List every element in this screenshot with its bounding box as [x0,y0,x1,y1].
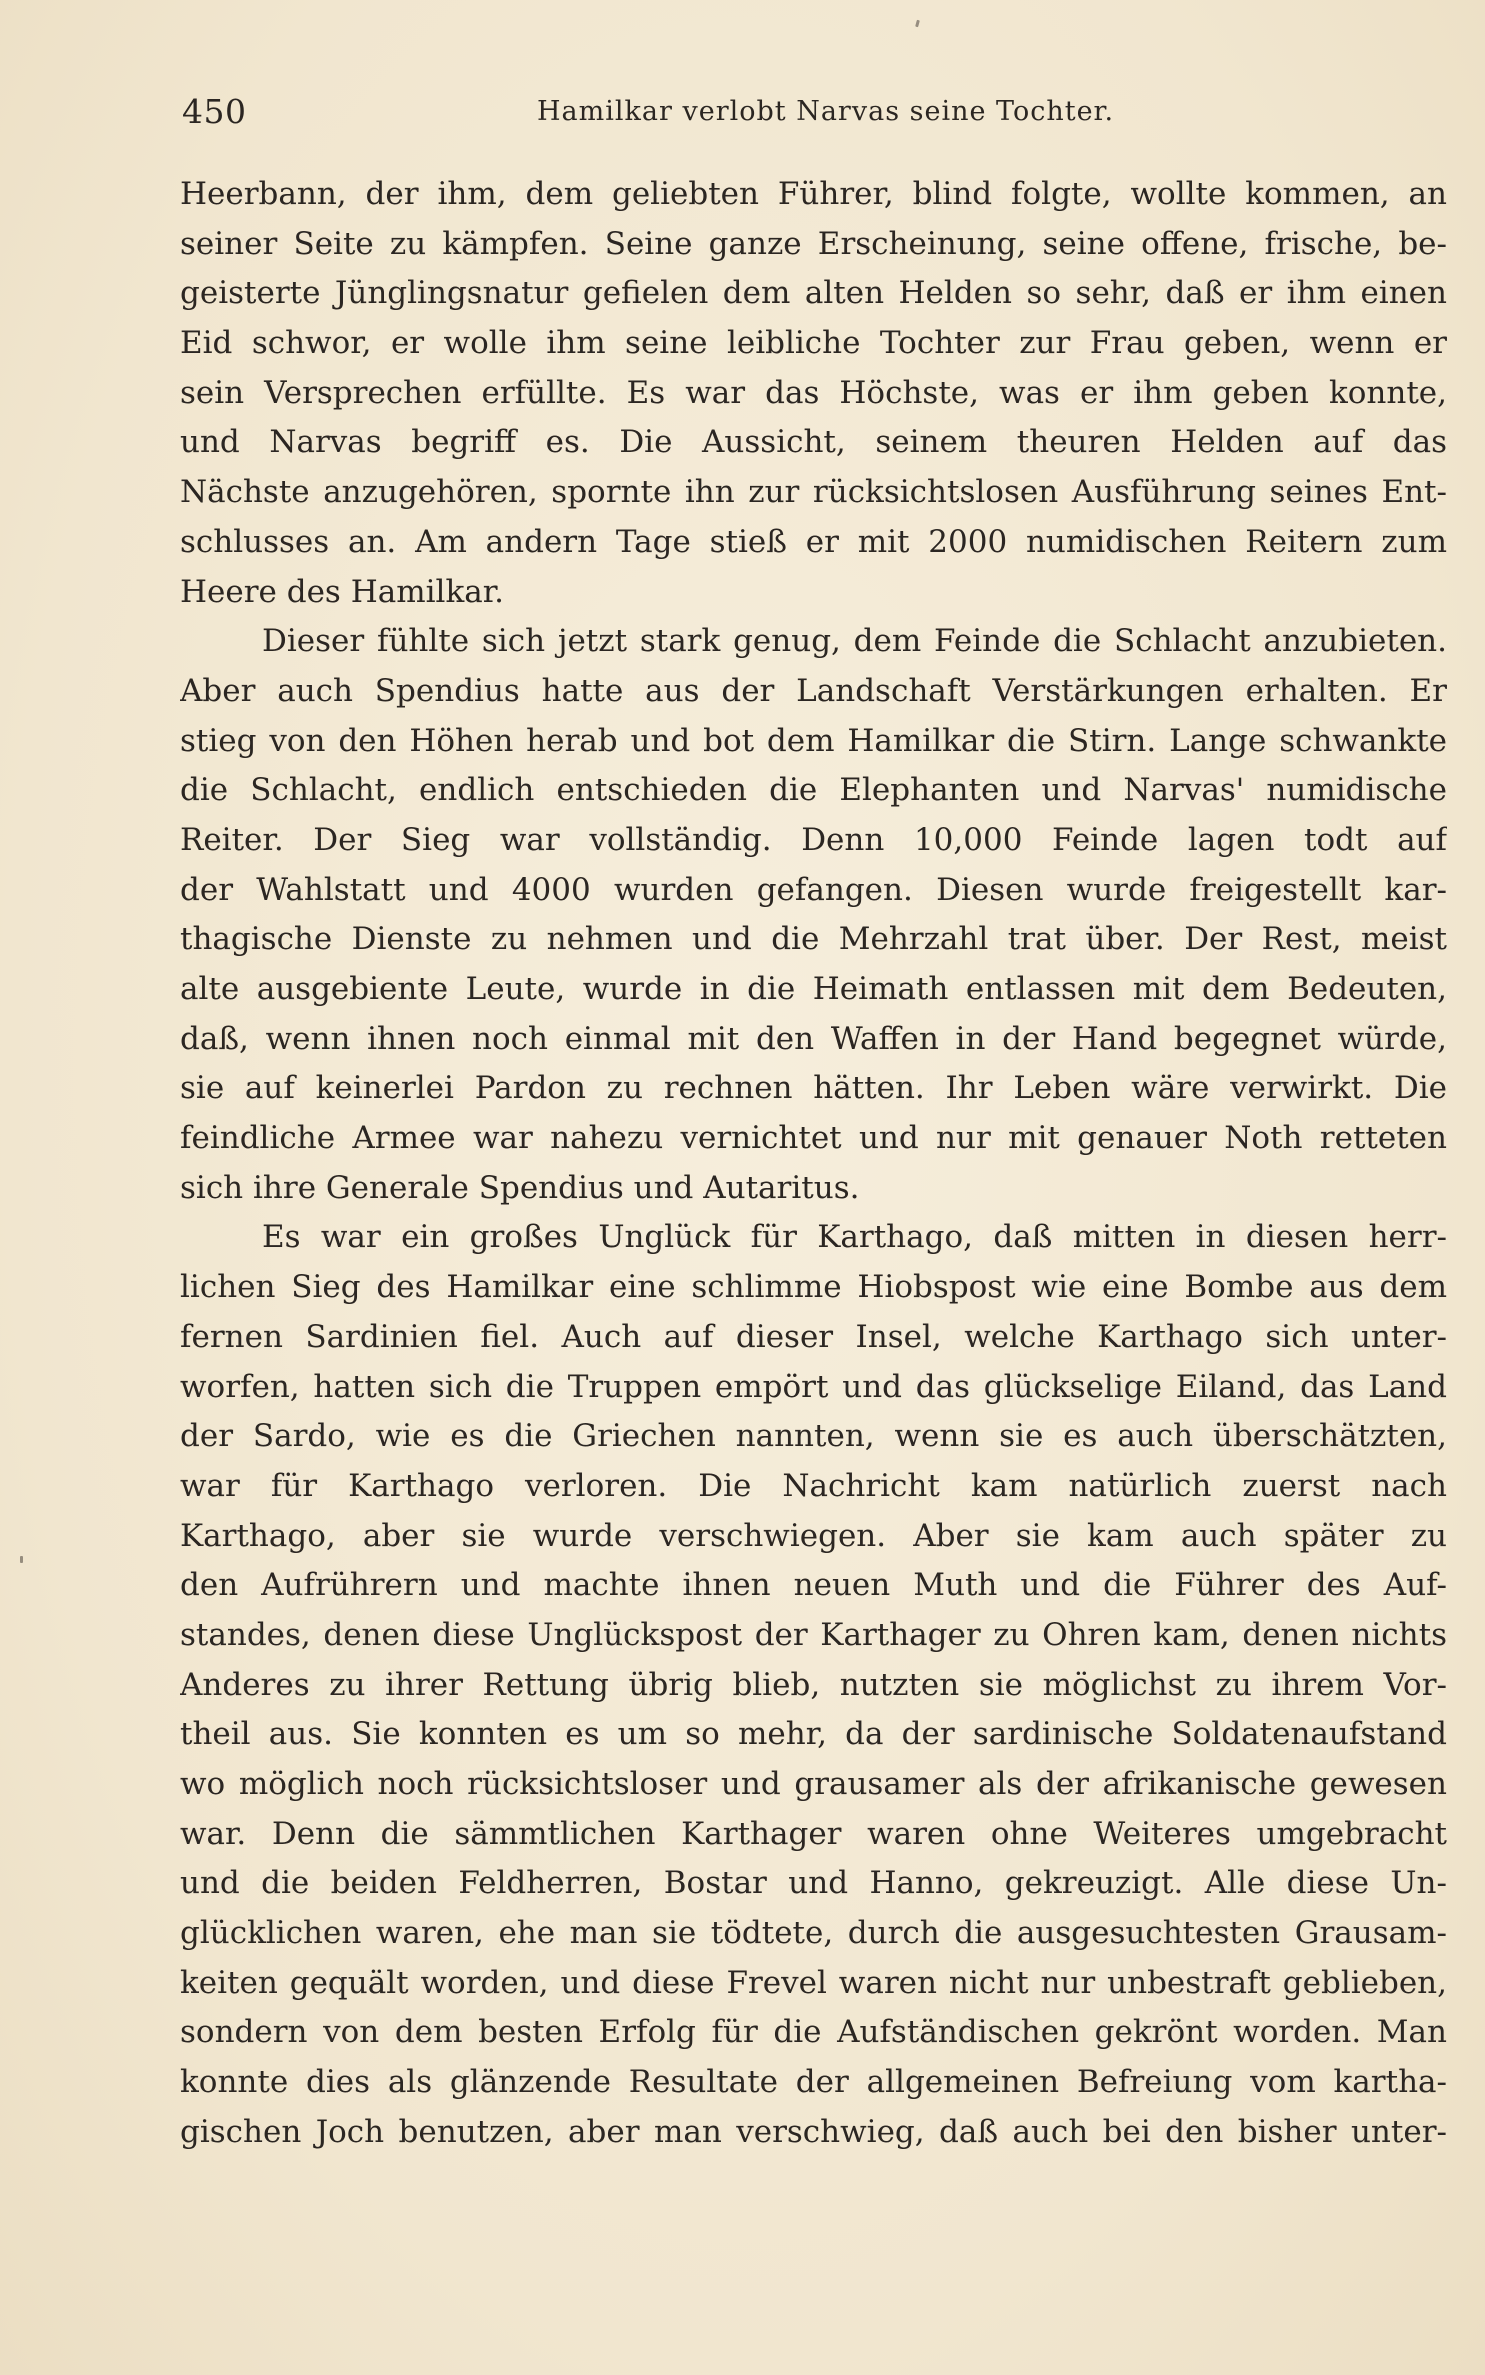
running-header [182,88,1447,136]
page-number: 450 [182,92,247,131]
text-line: seiner Seite zu kämpfen. Seine ganze Erscheinung, seine offene, frische, be- [180,225,1447,262]
text-line: fernen Sardinien fiel. Auch auf dieser Insel, welche Karthago sich unter- [180,1318,1447,1355]
running-title: Hamilkar verlobt Narvas seine Tochter. [537,96,1115,127]
text-line: Reiter. Der Sieg war vollständig. Denn 10,000 Feinde lagen todt auf [180,821,1447,858]
text-line: der Wahlstatt und 4000 wurden gefangen. Diesen wurde freigestellt kar- [180,871,1447,908]
text-line: lichen Sieg des Hamilkar eine schlimme Hiobspost wie eine Bombe aus dem [180,1269,1447,1306]
paragraph [180,170,1447,617]
text-line: die Schlacht, endlich entschieden die Elephanten und Narvas' numidische [180,772,1447,809]
text-line: Karthago, aber sie wurde verschwiegen. Aber sie kam auch später zu [180,1517,1447,1554]
text-line: sein Versprechen erfüllte. Es war das Höchste, was er ihm geben konnte, [180,374,1447,411]
paper-speck [20,1556,23,1563]
text-line: Es war ein großes Unglück für Karthago, daß mitten in diesen herr- [262,1219,1447,1256]
body-text [180,170,1447,2158]
text-line: keiten gequält worden, und diese Frevel waren nicht nur unbestraft geblieben, [180,1964,1447,2001]
text-line: sie auf keinerlei Pardon zu rechnen hätten. Ihr Leben wäre verwirkt. Die [180,1070,1447,1107]
text-line: war. Denn die sämmtlichen Karthager waren ohne Weiteres umgebracht [180,1815,1447,1852]
text-line: wo möglich noch rücksichtsloser und grausamer als der afrikanische gewesen [180,1766,1447,1802]
text-line: alte ausgebiente Leute, wurde in die Heimath entlassen mit dem Bedeuten, [180,971,1447,1007]
text-line: standes, denen diese Unglückspost der Karthager zu Ohren kam, denen nichts [180,1616,1447,1653]
text-line: Nächste anzugehören, spornte ihn zur rücksichtslosen Ausführung seines Ent- [180,474,1447,511]
text-line: war für Karthago verloren. Die Nachricht kam natürlich zuerst nach [180,1467,1447,1504]
text-line: sich ihre Generale Spendius und Autaritus. [180,1169,860,1206]
paper-speck [915,20,920,28]
text-line: Dieser fühlte sich jetzt stark genug, dem Feinde die Schlacht anzubieten. [262,623,1447,660]
text-line: Heere des Hamilkar. [180,573,504,610]
text-line: Aber auch Spendius hatte aus der Landschaft Verstärkungen erhalten. Er [180,672,1447,709]
text-line: schlusses an. Am andern Tage stieß er mit 2000 numidischen Reitern zum [180,523,1447,560]
text-line: feindliche Armee war nahezu vernichtet und nur mit genauer Noth retteten [180,1120,1447,1157]
text-line: Heerbann, der ihm, dem geliebten Führer, blind folgte, wollte kommen, an [180,176,1447,212]
text-line: Anderes zu ihrer Rettung übrig blieb, nutzten sie möglichst zu ihrem Vor- [180,1666,1447,1703]
text-line: den Aufrührern und machte ihnen neuen Muth und die Führer des Auf- [180,1567,1447,1604]
text-line: sondern von dem besten Erfolg für die Aufständischen gekrönt worden. Man [180,2014,1447,2051]
text-line: worfen, hatten sich die Truppen empört und das glückselige Eiland, das Land [180,1368,1447,1405]
text-line: gischen Joch benutzen, aber man verschwieg, daß auch bei den bisher unter- [180,2113,1447,2150]
text-line: und die beiden Feldherren, Bostar und Hanno, gekreuzigt. Alle diese Un- [180,1865,1447,1902]
paragraph [180,1213,1447,2157]
text-line: daß, wenn ihnen noch einmal mit den Waffen in der Hand begegnet würde, [180,1020,1447,1057]
text-line: stieg von den Höhen herab und bot dem Hamilkar die Stirn. Lange schwankte [180,722,1447,759]
text-line: Eid schwor, er wolle ihm seine leibliche Tochter zur Frau geben, wenn er [180,325,1447,362]
text-line: theil aus. Sie konnten es um so mehr, da der sardinische Soldatenaufstand [180,1716,1447,1753]
text-line: geisterte Jünglingsnatur gefielen dem alten Helden so sehr, daß er ihm einen [180,275,1447,312]
paragraph [180,617,1447,1213]
text-line: konnte dies als glänzende Resultate der allgemeinen Befreiung vom kartha- [180,2064,1447,2101]
text-line: und Narvas begriff es. Die Aussicht, seinem theuren Helden auf das [180,424,1447,461]
text-line: der Sardo, wie es die Griechen nannten, wenn sie es auch überschätzten, [180,1418,1447,1455]
text-line: glücklichen waren, ehe man sie tödtete, durch die ausgesuchtesten Grausam- [180,1915,1447,1952]
text-line: thagische Dienste zu nehmen und die Mehrzahl trat über. Der Rest, meist [180,921,1447,958]
